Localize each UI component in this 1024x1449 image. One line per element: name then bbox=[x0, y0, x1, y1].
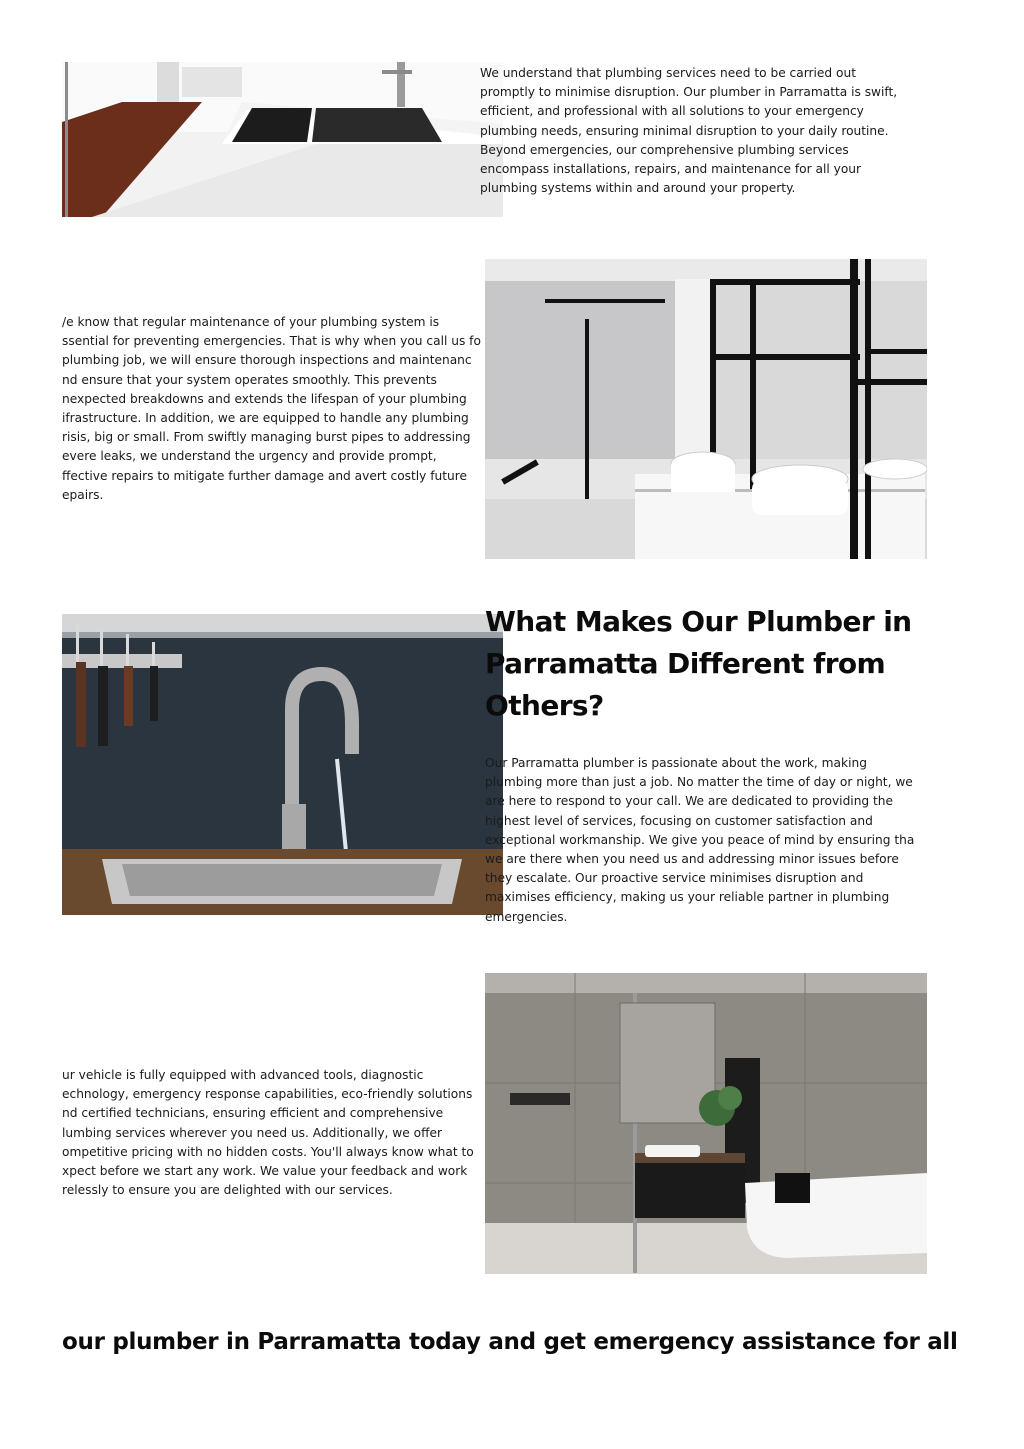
heading-line: Parramatta Different from bbox=[485, 647, 886, 680]
cta-heading: our plumber in Parramatta today and get emergency assistance for all bbox=[62, 1329, 958, 1355]
text-line: they escalate. Our proactive service minimises disruption and bbox=[485, 871, 864, 886]
text-line: xpect before we start any work. We value your feedback and work bbox=[62, 1164, 468, 1179]
text-line: efficient, and professional with all solutions to your emergency bbox=[480, 104, 864, 119]
text-line: risis, big or small. From swiftly managing burst pipes to addressing bbox=[62, 430, 471, 445]
text-line: plumbing job, we will ensure thorough inspections and maintenanc bbox=[62, 353, 472, 368]
text-line: maximises efficiency, making us your reliable partner in plumbing bbox=[485, 890, 890, 905]
text-line: Our Parramatta plumber is passionate about the work, making bbox=[485, 756, 867, 770]
text-line: nd certified technicians, ensuring efficient and comprehensive bbox=[62, 1106, 444, 1121]
text-line: ssential for preventing emergencies. That is why when you call us fo bbox=[62, 334, 481, 349]
text-line: plumbing systems within and around your property. bbox=[480, 181, 796, 196]
text-line: evere leaks, we understand the urgency and provide prompt, bbox=[62, 449, 437, 464]
text-line: echnology, emergency response capabilities, eco-friendly solutions bbox=[62, 1087, 473, 1102]
text-line: nexpected breakdowns and extends the lifespan of your plumbing bbox=[62, 391, 467, 406]
text-line: plumbing more than just a job. No matter the time of day or night, we bbox=[485, 775, 913, 790]
text-line: We understand that plumbing services need to be carried out bbox=[480, 66, 856, 80]
text-line: encompass installations, repairs, and maintenance for all your bbox=[480, 162, 862, 177]
heading-line: Others? bbox=[485, 689, 604, 722]
text-line: we are there when you need us and addressing minor issues before bbox=[485, 852, 899, 867]
kitchen-sink-photo bbox=[62, 62, 503, 217]
text-line: ifrastructure. In addition, we are equipped to handle any plumbing bbox=[62, 411, 469, 426]
text-line: plumbing needs, ensuring minimal disruption to your daily routine. bbox=[480, 123, 889, 138]
section4-paragraph bbox=[62, 1066, 487, 1206]
text-line: epairs. bbox=[62, 487, 104, 502]
text-line: Beyond emergencies, our comprehensive plumbing services bbox=[480, 142, 849, 157]
text-line: ompetitive pricing with no hidden costs. You'll always know what to bbox=[62, 1144, 474, 1159]
text-line: promptly to minimise disruption. Our plumber in Parramatta is swift, bbox=[480, 85, 898, 100]
bathroom-vanity-photo bbox=[485, 259, 927, 559]
section3-paragraph bbox=[485, 754, 928, 934]
bathroom-bathtub-photo bbox=[485, 973, 927, 1274]
text-line: highest level of services, focusing on customer satisfaction and bbox=[485, 813, 873, 828]
text-line: emergencies. bbox=[485, 909, 568, 924]
text-line: exceptional workmanship. We give you peace of mind by ensuring tha bbox=[485, 832, 915, 847]
section1-paragraph bbox=[480, 64, 920, 204]
tap-and-sink-photo bbox=[62, 614, 503, 915]
text-line: /e know that regular maintenance of your plumbing system is bbox=[62, 315, 440, 329]
text-line: relessly to ensure you are delighted with our services. bbox=[62, 1183, 393, 1198]
text-line: are here to respond to your call. We are dedicated to providing the bbox=[485, 794, 894, 809]
text-line: ur vehicle is fully equipped with advanced tools, diagnostic bbox=[62, 1068, 424, 1082]
section2-paragraph bbox=[62, 313, 487, 513]
text-line: ffective repairs to mitigate further damage and avert costly future bbox=[62, 468, 468, 483]
heading-line: What Makes Our Plumber in bbox=[485, 605, 912, 638]
page-heading bbox=[485, 601, 925, 731]
text-line: lumbing services wherever you need us. Additionally, we offer bbox=[62, 1125, 442, 1140]
text-line: nd ensure that your system operates smoothly. This prevents bbox=[62, 372, 437, 387]
